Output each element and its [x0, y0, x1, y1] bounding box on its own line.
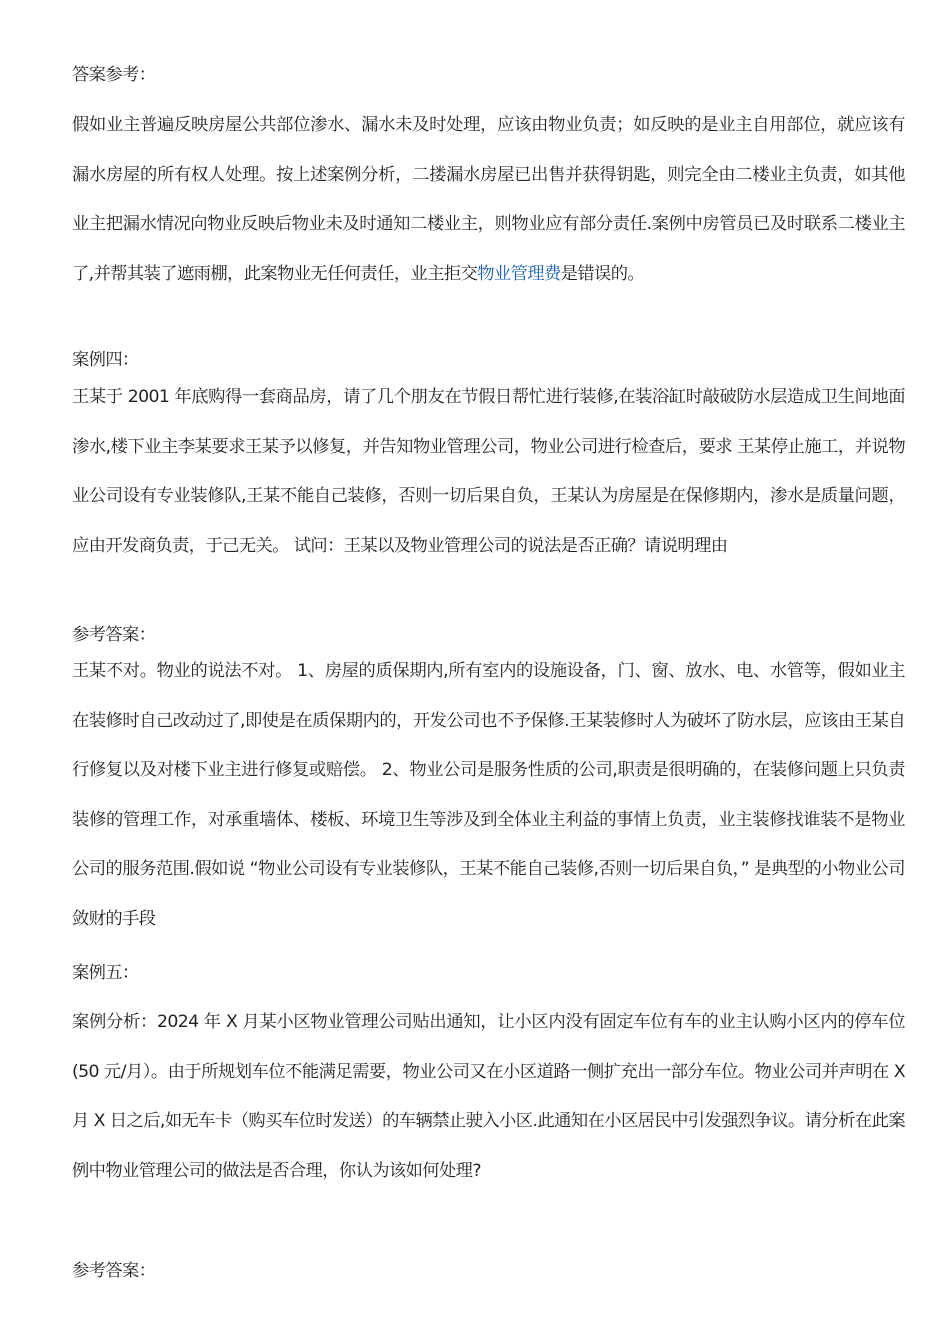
answer-reference-heading: 答案参考： — [72, 65, 156, 85]
answer-reference-text-end: 是错误的。 — [560, 263, 645, 284]
answer-reference-text: 假如业主普遍反映房屋公共部位渗水、漏水未及时处理，应该由物业负责；如反映的是业主自用部位，就应该有漏水房屋的所有权人处理。按上述案例分析，二搂漏水房屋已出售并获得钥匙，则完全由二楼业主负责，如其他业主把漏水情况向物业反映后物业未及时通知二楼业主，则物业应有部分责任.案例中房管员已及时联系二楼业主了,并帮其装了遮雨棚，此案物业无任何责任，业主拒交 — [72, 115, 905, 284]
case-four-paragraph: 王某于 2001 年底购得一套商品房，请了几个朋友在节假日帮忙进行装修,在装浴缸时敲破防水层造成卫生间地面渗水,楼下业主李某要求王某予以修复，并告知物业管理公司，物业公司进行检查后，要求 王某停止施工，并说物业公司设有专业装修队,王某不能自己装修，否则一切后果自负，王某认为房屋是在保修期内，渗水是质量问题，应由开发商负责，于己无关。 试问：王某以及物业管理公司的说法是否正确？请说明理由 — [72, 387, 905, 556]
case-five-answer-heading: 参考答案： — [72, 1261, 156, 1281]
property-management-fee-link[interactable]: 物业管理费 — [477, 263, 561, 284]
case-four-heading: 案例四： — [72, 350, 139, 370]
case-five-paragraph: 案例分析：2024 年 X 月某小区物业管理公司贴出通知，让小区内没有固定车位有车的业主认购小区内的停车位(50 元/月）。由于所规划车位不能满足需要，物业公司又在小区道路一侧扩充出一部分车位。物业公司并声明在 X 月 X 日之后,如无车卡（购买车位时发送）的车辆禁止驶入小区.此通知在小区居民中引发强烈争议。请分析在此案例中物业管理公司的做法是否合理，你认为该如何处理? — [72, 1012, 905, 1181]
answer-reference-paragraph — [72, 101, 905, 299]
case-four-answer-paragraph: 王某不对。物业的说法不对。 1、房屋的质保期内,所有室内的设施设备，门、窗、放水、电、水管等，假如业主在装修时自己改动过了,即使是在质保期内的，开发公司也不予保修.王某装修时人为破坏了防水层，应该由王某自行修复以及对楼下业主进行修复或赔偿。 2、物业公司是服务性质的公司,职责是很明确的，在装修问题上只负责装修的管理工作，对承重墙体、楼板、环境卫生等涉及到全体业主利益的事情上负责，业主装修找谁装不是物业公司的服务范围.假如说 “物业公司设有专业装修队，王某不能自己装修,否则一切后果自负，” 是典型的小物业公司敛财的手段 — [72, 661, 905, 929]
case-four-answer-heading: 参考答案： — [72, 625, 156, 645]
case-five-heading: 案例五： — [72, 963, 139, 983]
